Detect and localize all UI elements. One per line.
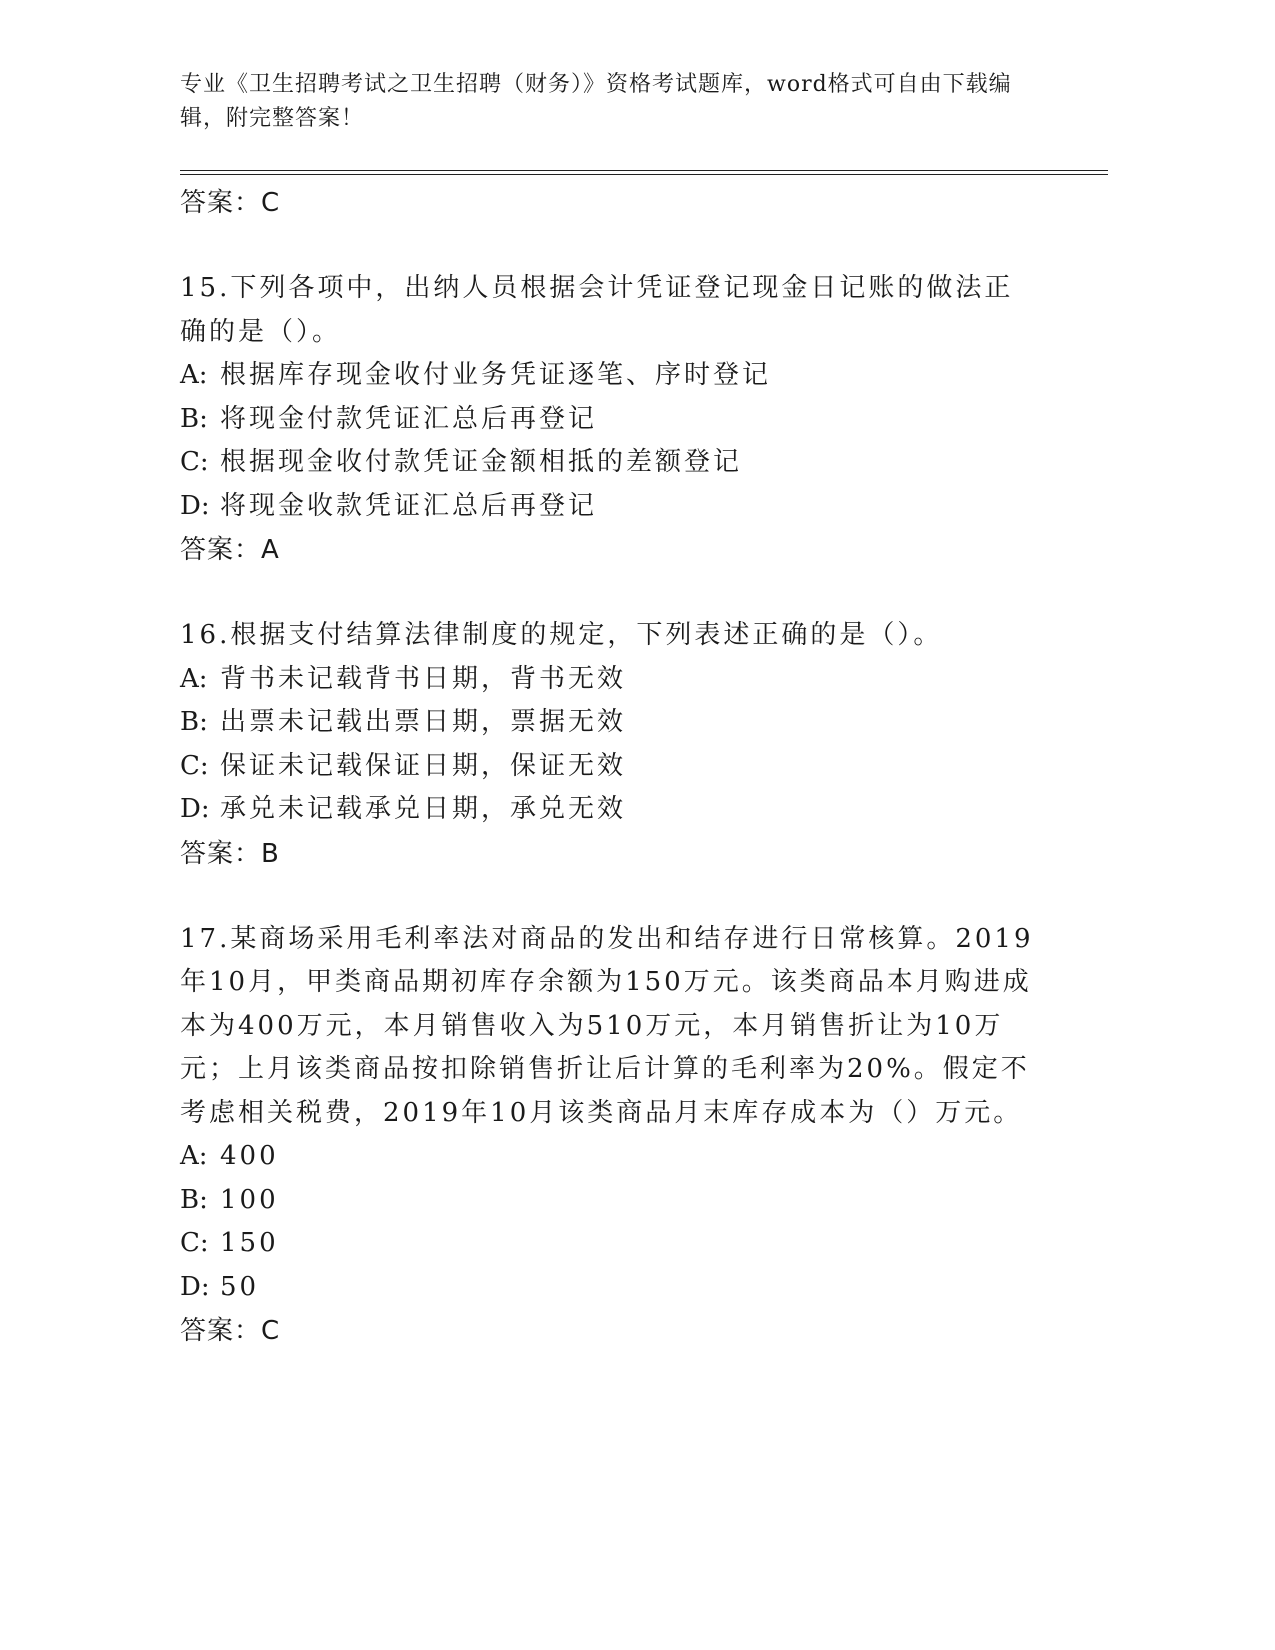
option-letter: B: xyxy=(180,403,208,434)
question-17 xyxy=(180,918,1100,1354)
option-text: 将现金付款凭证汇总后再登记 xyxy=(220,403,598,434)
option-letter: D: xyxy=(180,1271,210,1302)
option-letter: B: xyxy=(180,707,208,737)
previous-answer: 答案：C xyxy=(180,188,281,218)
option-letter: C: xyxy=(180,750,209,781)
option-c xyxy=(180,441,1100,485)
option-letter: A: xyxy=(180,663,208,694)
option-a xyxy=(180,658,1100,702)
question-text: 16.根据支付结算法律制度的规定，下列表述正确的是（）。 xyxy=(180,620,943,650)
option-letter: C: xyxy=(180,447,209,477)
option-c xyxy=(180,745,1100,789)
option-text: 保证未记载保证日期，保证无效 xyxy=(220,750,627,781)
option-b xyxy=(180,1179,1100,1223)
option-letter: A: xyxy=(180,1141,208,1171)
answer: 答案：B xyxy=(180,838,280,869)
document-header: 专业《卫生招聘考试之卫生招聘（财务）》资格考试题库，word格式可自由下载编辑，附完整答案！ xyxy=(180,72,1012,131)
option-d xyxy=(180,788,1100,832)
answer: 答案：A xyxy=(180,535,280,565)
option-a xyxy=(180,1135,1100,1179)
question-15 xyxy=(180,267,1100,572)
option-b xyxy=(180,701,1100,745)
option-letter: D: xyxy=(180,490,210,521)
option-text: 400 xyxy=(220,1141,279,1171)
option-text: 将现金收款凭证汇总后再登记 xyxy=(220,490,598,521)
option-letter: D: xyxy=(180,794,210,824)
option-text: 出票未记载出票日期，票据无效 xyxy=(220,707,627,737)
option-text: 100 xyxy=(220,1184,279,1215)
option-text: 150 xyxy=(220,1228,279,1258)
answer: 答案：C xyxy=(180,1316,281,1346)
document-page xyxy=(180,68,1100,1353)
option-text: 根据现金收付款凭证金额相抵的差额登记 xyxy=(220,447,743,477)
question-text: 15.下列各项中，出纳人员根据会计凭证登记现金日记账的做法正确的是（）。 xyxy=(180,273,1014,347)
option-d xyxy=(180,1266,1100,1310)
option-letter: C: xyxy=(180,1228,209,1258)
header-double-rule xyxy=(180,170,1108,175)
option-text: 背书未记载背书日期，背书无效 xyxy=(220,663,627,694)
option-d xyxy=(180,485,1100,529)
option-text: 根据库存现金收付业务凭证逐笔、序时登记 xyxy=(220,360,772,390)
question-text: 17.某商场采用毛利率法对商品的发出和结存进行日常核算。2019年10月，甲类商品期初库存余额为150万元。该类商品本月购进成本为400万元，本月销售收入为510万元，本月销售折让为10万元；上月该类商品按扣除销售折让后计算的毛利率为20%。假定不考虑相关税费，2019年10月该类商品月末库存成本为（）万元。 xyxy=(180,923,1034,1128)
option-text: 承兑未记载承兑日期，承兑无效 xyxy=(220,794,627,824)
option-a xyxy=(180,354,1100,398)
option-text: 50 xyxy=(220,1271,260,1302)
option-letter: A: xyxy=(180,360,208,390)
question-16 xyxy=(180,614,1100,876)
option-letter: B: xyxy=(180,1184,208,1215)
option-c xyxy=(180,1222,1100,1266)
option-b xyxy=(180,398,1100,442)
